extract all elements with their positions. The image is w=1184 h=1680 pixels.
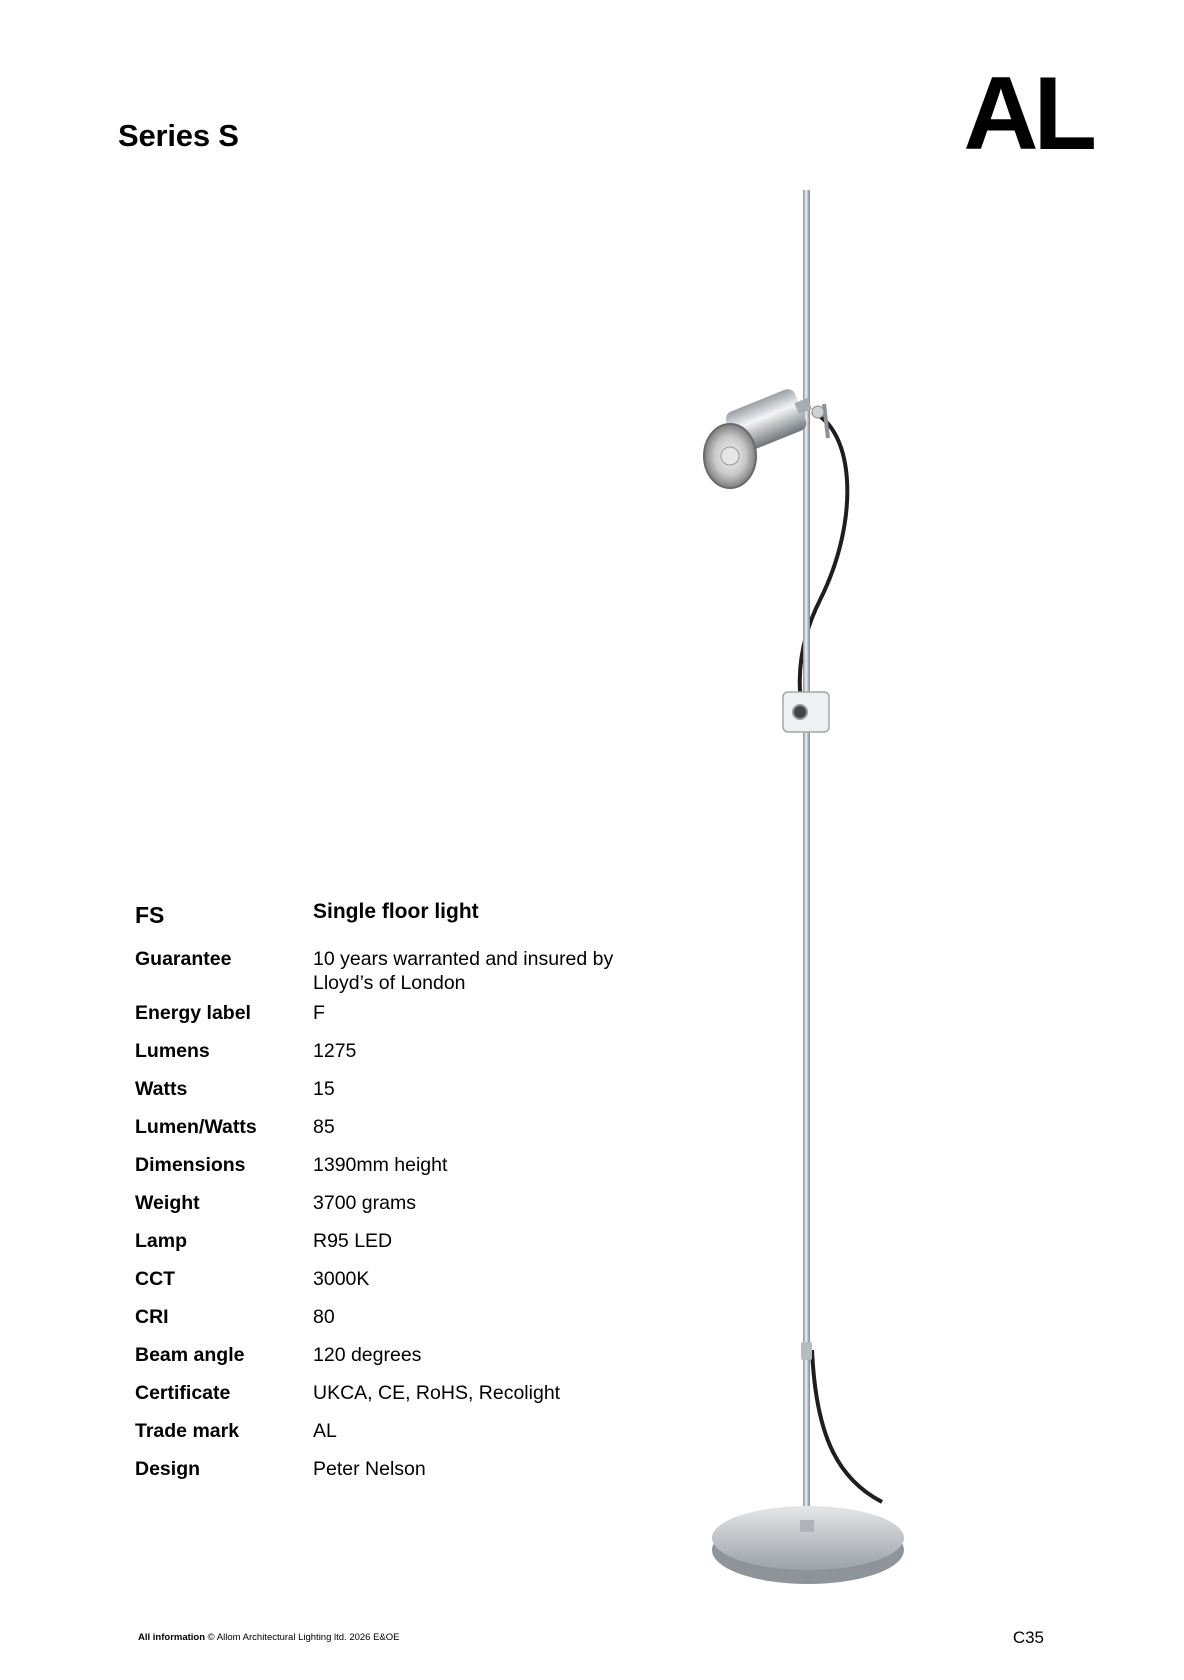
spec-value: Peter Nelson — [313, 1458, 426, 1480]
footer-note — [138, 1632, 400, 1643]
spec-value: 10 years warranted and insured by Lloyd’s of London — [313, 948, 614, 994]
spec-label: Dimensions — [135, 1154, 246, 1176]
spec-value: 80 — [313, 1306, 335, 1328]
spec-label: Energy label — [135, 1002, 251, 1024]
spec-row-certificate — [135, 1381, 655, 1405]
spec-label: Trade mark — [135, 1420, 240, 1442]
spec-row-lamp — [135, 1229, 655, 1253]
spec-value: 1390mm height — [313, 1154, 448, 1176]
spec-row-weight — [135, 1191, 655, 1215]
spec-label: CRI — [135, 1306, 169, 1328]
spec-value: 15 — [313, 1078, 335, 1100]
spec-value: 120 degrees — [313, 1344, 422, 1366]
spec-header — [135, 900, 655, 929]
spec-row-cri — [135, 1305, 655, 1329]
spec-label: Lumens — [135, 1040, 210, 1062]
spec-value: 3000K — [313, 1268, 370, 1290]
switch-icon — [793, 705, 807, 719]
spec-row-watts — [135, 1077, 655, 1101]
spec-label: Certificate — [135, 1382, 231, 1404]
brand-logo: AL — [963, 56, 1092, 172]
page-number: C35 — [1012, 1628, 1044, 1647]
spec-value: AL — [313, 1420, 337, 1442]
spec-row-lumens — [135, 1039, 655, 1063]
spec-row-beam-angle — [135, 1343, 655, 1367]
spec-value: 85 — [313, 1116, 335, 1138]
spec-row-cct — [135, 1267, 655, 1291]
footer-note-bold: All information — [138, 1632, 206, 1643]
spec-row-energy-label — [135, 1001, 655, 1025]
spec-value: UKCA, CE, RoHS, Recolight — [313, 1382, 561, 1404]
spec-label: Design — [135, 1458, 201, 1480]
spec-label: Guarantee — [135, 948, 232, 970]
spec-row-design — [135, 1457, 655, 1481]
spec-label: Lumen/Watts — [135, 1116, 257, 1138]
spec-label: CCT — [135, 1268, 176, 1290]
spec-value: 3700 grams — [313, 1192, 416, 1214]
spec-table — [135, 900, 655, 1495]
cable-lower — [812, 1350, 882, 1502]
spec-label: Lamp — [135, 1230, 188, 1252]
spec-label: Weight — [135, 1192, 200, 1214]
footer-note-text: © Allom Architectural Lighting ltd. 2026 E&OE — [207, 1632, 400, 1643]
spec-value: R95 LED — [313, 1230, 393, 1252]
product-name: Single floor light — [313, 900, 479, 923]
series-title: Series S — [118, 118, 239, 153]
spec-label: Watts — [135, 1078, 188, 1100]
spec-row-guarantee — [135, 947, 655, 995]
spec-label: Beam angle — [135, 1344, 245, 1366]
spec-value: 1275 — [313, 1040, 357, 1062]
spec-value: F — [313, 1002, 325, 1024]
floor-lamp-image — [690, 190, 920, 1600]
product-code: FS — [135, 902, 165, 928]
spec-row-trade-mark — [135, 1419, 655, 1443]
spec-row-dimensions — [135, 1153, 655, 1177]
spec-row-lumen-watts — [135, 1115, 655, 1139]
